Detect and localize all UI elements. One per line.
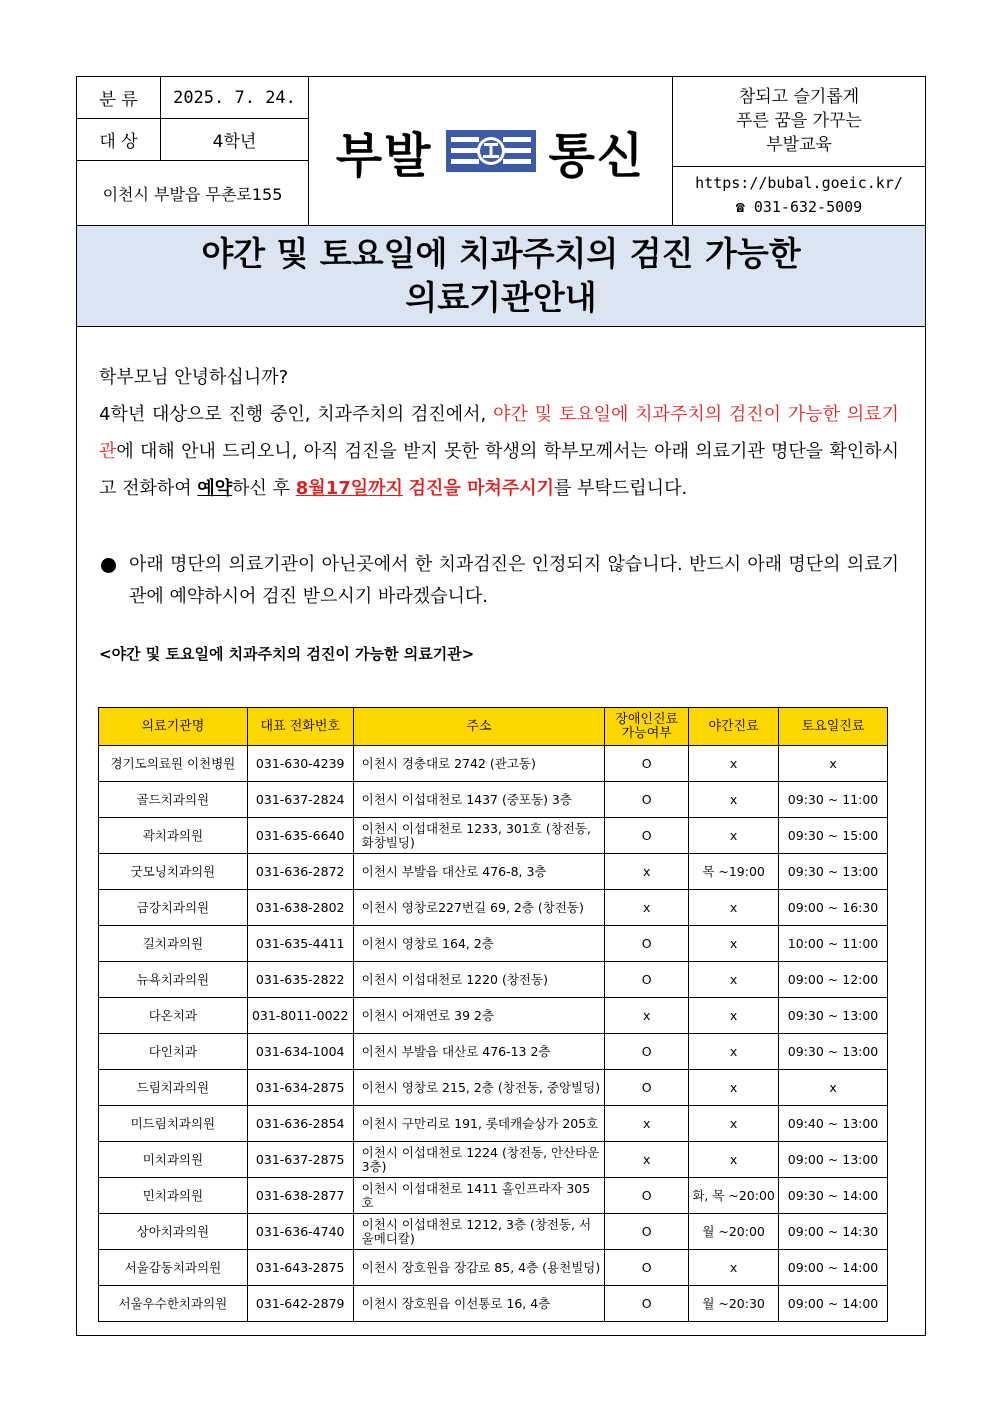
accessible-care: x (605, 998, 689, 1034)
accessible-care: x (605, 854, 689, 890)
school-url[interactable]: https://bubal.goeic.kr/ (695, 174, 903, 192)
saturday-hours: 09:30 ~ 11:00 (779, 782, 888, 818)
column-header: 의료기관명 (99, 708, 248, 746)
accessible-care: O (605, 1070, 689, 1106)
accessible-care: O (605, 1250, 689, 1286)
night-hours: x (689, 890, 779, 926)
saturday-hours: 09:00 ~ 14:30 (779, 1214, 888, 1250)
saturday-hours: 09:30 ~ 13:00 (779, 854, 888, 890)
category-label: 분 류 (77, 77, 161, 119)
reservation-emphasis: 예약 (197, 478, 233, 499)
clinic-name: 골드치과의원 (99, 782, 248, 818)
body-text: 를 부탁드립니다. (554, 478, 688, 499)
accessible-care: O (605, 1178, 689, 1214)
column-header: 토요일진료 (779, 708, 888, 746)
bullet-text: 아래 명단의 의료기관이 아닌곳에서 한 치과검진은 인정되지 않습니다. 반드시 아래 명단의 의료기관에 예약하시어 검진 받으시기 바라겠습니다. (129, 554, 899, 607)
masthead-left: 부발 (335, 127, 433, 184)
clinic-address: 이천시 영창로 164, 2층 (353, 926, 605, 962)
clinic-phone: 031-635-2822 (247, 962, 353, 998)
saturday-hours: 09:30 ~ 15:00 (779, 818, 888, 854)
clinic-phone: 031-636-2872 (247, 854, 353, 890)
clinic-address: 이천시 장호원읍 이선통로 16, 4층 (353, 1286, 605, 1322)
night-hours: x (689, 1070, 779, 1106)
night-hours: 월 ~20:00 (689, 1214, 779, 1250)
table-caption: <야간 및 토요일에 치과주치의 검진이 가능한 의료기관> (99, 645, 475, 663)
table-row (99, 962, 888, 998)
highlight-text: 검진을 마쳐주시기 (408, 478, 555, 499)
title-line-1: 야간 및 토요일에 치과주치의 검진 가능한 (201, 234, 801, 273)
saturday-hours: x (779, 1070, 888, 1106)
school-contact (673, 167, 925, 225)
target-value: 4학년 (161, 119, 309, 161)
notice-title (77, 225, 925, 327)
clinic-phone: 031-634-1004 (247, 1034, 353, 1070)
night-hours: x (689, 962, 779, 998)
category-value: 2025. 7. 24. (161, 77, 309, 119)
night-hours: 월 ~20:30 (689, 1286, 779, 1322)
clinic-address: 이천시 부발읍 대산로 476-8, 3층 (353, 854, 605, 890)
greeting: 학부모님 안녕하십니까? (99, 367, 289, 388)
table-header-row (99, 708, 888, 746)
accessible-care: O (605, 1286, 689, 1322)
clinic-address: 이천시 영창로 215, 2층 (창전동, 중앙빌딩) (353, 1070, 605, 1106)
clinic-table (98, 707, 888, 1322)
clinic-name: 다온치과 (99, 998, 248, 1034)
night-hours: x (689, 1142, 779, 1178)
saturday-hours: 09:40 ~ 13:00 (779, 1106, 888, 1142)
table-row (99, 1214, 888, 1250)
clinic-phone: 031-637-2824 (247, 782, 353, 818)
clinic-phone: 031-635-4411 (247, 926, 353, 962)
table-row (99, 818, 888, 854)
clinic-phone: 031-634-2875 (247, 1070, 353, 1106)
saturday-hours: 09:00 ~ 13:00 (779, 1142, 888, 1178)
accessible-care: O (605, 962, 689, 998)
saturday-hours: 09:30 ~ 13:00 (779, 998, 888, 1034)
accessible-care: O (605, 1034, 689, 1070)
saturday-hours: 10:00 ~ 11:00 (779, 926, 888, 962)
table-row (99, 782, 888, 818)
school-emblem-icon (445, 129, 537, 173)
clinic-name: 드림치과의원 (99, 1070, 248, 1106)
clinic-address: 이천시 구만리로 191, 롯데캐슬상가 205호 (353, 1106, 605, 1142)
column-header: 대표 전화번호 (247, 708, 353, 746)
saturday-hours: 09:00 ~ 14:00 (779, 1286, 888, 1322)
night-hours: x (689, 1034, 779, 1070)
saturday-hours: 09:30 ~ 14:00 (779, 1178, 888, 1214)
table-row (99, 926, 888, 962)
clinic-phone: 031-8011-0022 (247, 998, 353, 1034)
clinic-address: 이천시 부발읍 대산로 476-13 2층 (353, 1034, 605, 1070)
target-label: 대 상 (77, 119, 161, 161)
clinic-address: 이천시 이섭대천로 1233, 301호 (창전동, 화창빌딩) (353, 818, 605, 854)
accessible-care: O (605, 1214, 689, 1250)
clinic-phone: 031-636-2854 (247, 1106, 353, 1142)
table-row (99, 746, 888, 782)
clinic-address: 이천시 이섭대천로 1212, 3층 (창전동, 서울메디칼) (353, 1214, 605, 1250)
clinic-name: 서울우수한치과의원 (99, 1286, 248, 1322)
clinic-phone: 031-637-2875 (247, 1142, 353, 1178)
clinic-address: 이천시 이섭대천로 1437 (중포동) 3층 (353, 782, 605, 818)
saturday-hours: x (779, 746, 888, 782)
body-text: 에 대해 안내 드리오니, 아직 검진을 받지 못한 학생의 학부모께서는 아래 의료기관 명단을 확인하시고 전화하여 (99, 441, 899, 499)
clinic-phone: 031-638-2802 (247, 890, 353, 926)
clinic-phone: 031-630-4239 (247, 746, 353, 782)
clinic-name: 금강치과의원 (99, 890, 248, 926)
clinic-address: 이천시 영창로227번길 69, 2층 (창전동) (353, 890, 605, 926)
body-text: 하신 후 (232, 478, 296, 499)
newsletter-header (77, 77, 925, 225)
night-hours: x (689, 998, 779, 1034)
accessible-care: x (605, 1106, 689, 1142)
clinic-address: 이천시 이섭대천로 1411 홀인프라자 305호 (353, 1178, 605, 1214)
school-phone: ☎ 031-632-5009 (735, 198, 863, 216)
accessible-care: x (605, 1142, 689, 1178)
night-hours: x (689, 1106, 779, 1142)
night-hours: x (689, 926, 779, 962)
highlight-text: 야간 및 토요일에 치과주치의 검진이 가능한 의료기관 (99, 404, 899, 462)
accessible-care: O (605, 926, 689, 962)
clinic-name: 굿모닝치과의원 (99, 854, 248, 890)
newsletter-frame (76, 76, 926, 1336)
night-hours: 화, 목 ~20:00 (689, 1178, 779, 1214)
night-hours: x (689, 818, 779, 854)
table-row (99, 1106, 888, 1142)
accessible-care: O (605, 782, 689, 818)
saturday-hours: 09:00 ~ 16:30 (779, 890, 888, 926)
table-row (99, 1142, 888, 1178)
clinic-name: 서울감동치과의원 (99, 1250, 248, 1286)
clinic-phone: 031-643-2875 (247, 1250, 353, 1286)
masthead (309, 77, 673, 225)
column-header: 장애인진료 가능여부 (605, 708, 689, 746)
clinic-phone: 031-635-6640 (247, 818, 353, 854)
clinic-address: 이천시 이섭대천로 1220 (창전동) (353, 962, 605, 998)
clinic-name: 상아치과의원 (99, 1214, 248, 1250)
clinic-name: 다인치과 (99, 1034, 248, 1070)
night-hours: x (689, 1250, 779, 1286)
clinic-name: 길치과의원 (99, 926, 248, 962)
accessible-care: O (605, 746, 689, 782)
saturday-hours: 09:00 ~ 12:00 (779, 962, 888, 998)
notice-body (99, 359, 899, 507)
motto-line: 부발교육 (766, 135, 832, 155)
night-hours: x (689, 782, 779, 818)
motto-line: 푸른 꿈을 가꾸는 (736, 111, 862, 131)
clinic-name: 경기도의료원 이천병원 (99, 746, 248, 782)
clinic-phone: 031-642-2879 (247, 1286, 353, 1322)
title-line-2: 의료기관안내 (405, 278, 597, 317)
school-address: 이천시 부발읍 무촌로155 (77, 161, 309, 225)
clinic-name: 민치과의원 (99, 1178, 248, 1214)
school-motto (673, 77, 925, 167)
clinic-address: 이천시 장호원읍 장감로 85, 4층 (용천빌딩) (353, 1250, 605, 1286)
notice-bullet (99, 549, 899, 613)
clinic-address: 이천시 경충대로 2742 (관고동) (353, 746, 605, 782)
table-row (99, 890, 888, 926)
clinic-name: 곽치과의원 (99, 818, 248, 854)
table-row (99, 998, 888, 1034)
table-row (99, 1178, 888, 1214)
deadline-date: 8월17일까지 (295, 478, 403, 499)
night-hours: 목 ~19:00 (689, 854, 779, 890)
table-row (99, 1034, 888, 1070)
clinic-address: 이천시 이섭대천로 1224 (창전동, 안산타운3층) (353, 1142, 605, 1178)
column-header: 야간진료 (689, 708, 779, 746)
clinic-address: 이천시 어재연로 39 2층 (353, 998, 605, 1034)
column-header: 주소 (353, 708, 605, 746)
saturday-hours: 09:30 ~ 13:00 (779, 1034, 888, 1070)
accessible-care: x (605, 890, 689, 926)
table-row (99, 1250, 888, 1286)
clinic-phone: 031-638-2877 (247, 1178, 353, 1214)
table-row (99, 1070, 888, 1106)
clinic-phone: 031-636-4740 (247, 1214, 353, 1250)
table-row (99, 1286, 888, 1322)
body-text: 4학년 대상으로 진행 중인, 치과주치의 검진에서, (99, 404, 494, 425)
motto-line: 참되고 슬기롭게 (738, 87, 860, 107)
clinic-name: 미치과의원 (99, 1142, 248, 1178)
clinic-name: 미드림치과의원 (99, 1106, 248, 1142)
table-row (99, 854, 888, 890)
night-hours: x (689, 746, 779, 782)
saturday-hours: 09:00 ~ 14:00 (779, 1250, 888, 1286)
bullet-icon (101, 558, 116, 573)
clinic-name: 뉴욕치과의원 (99, 962, 248, 998)
accessible-care: O (605, 818, 689, 854)
masthead-right: 통신 (548, 127, 646, 184)
main-paragraph (99, 396, 899, 507)
